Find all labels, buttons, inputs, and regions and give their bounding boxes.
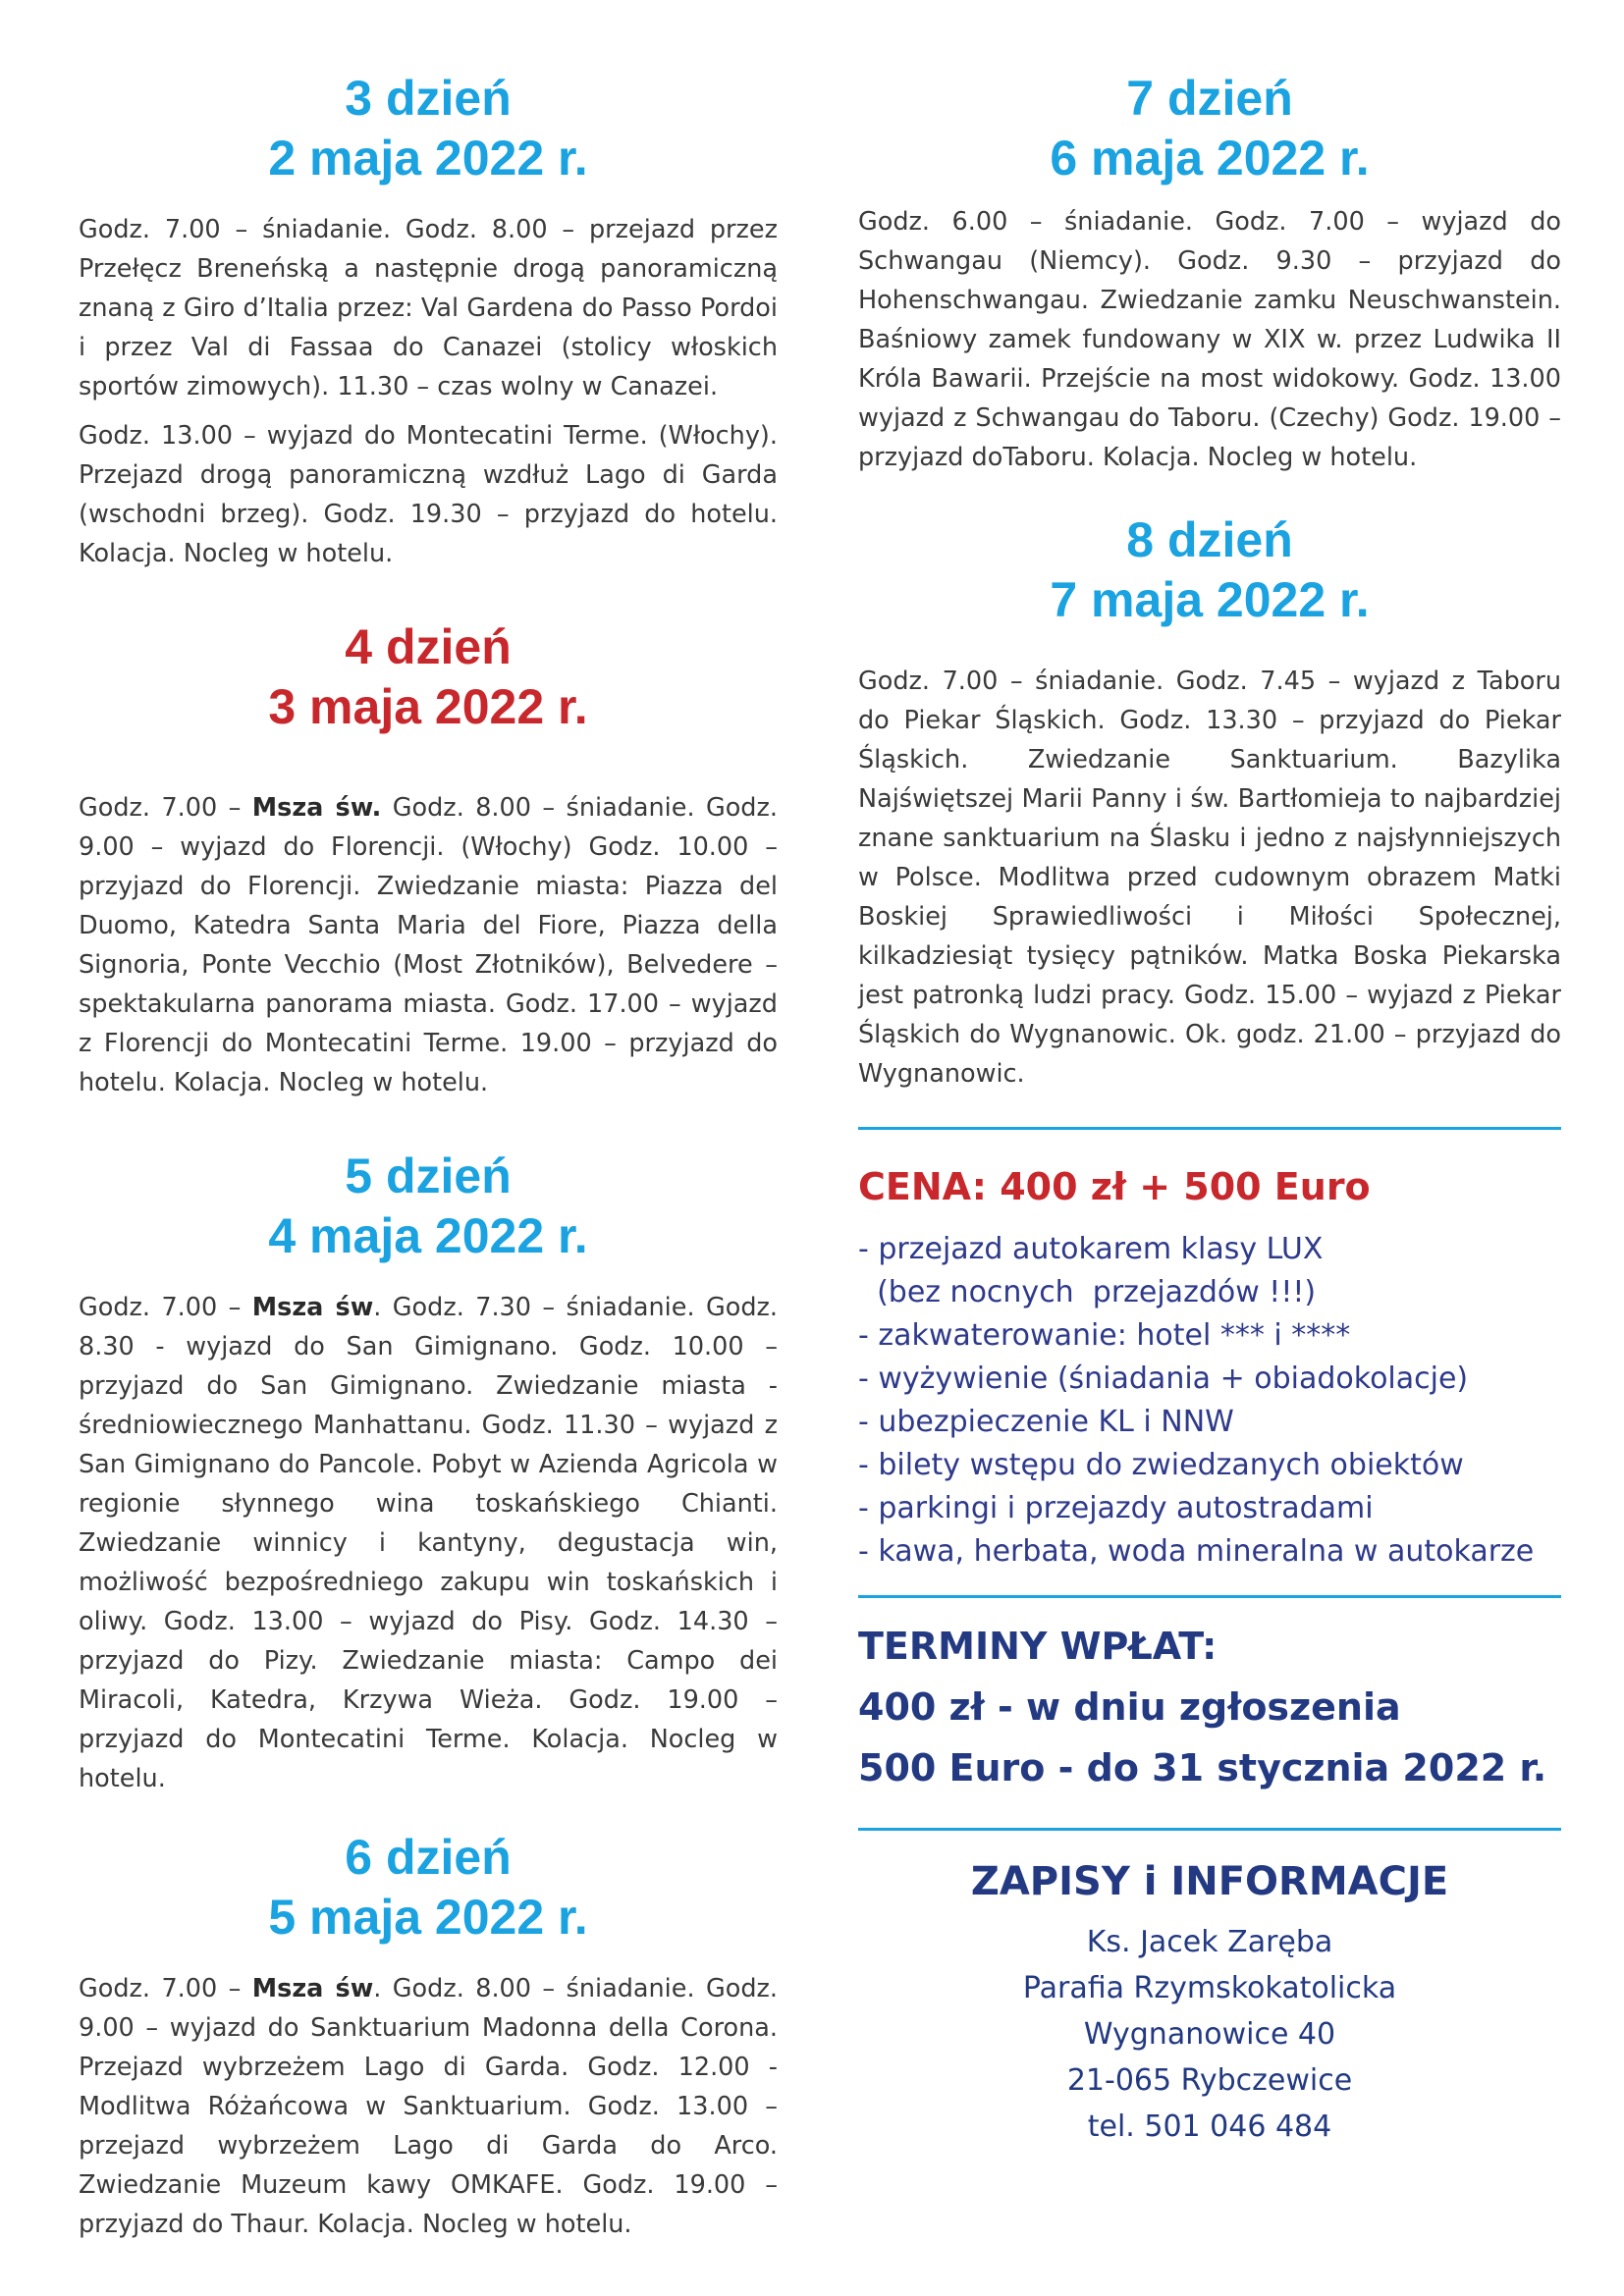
include-item: - parkingi i przejazdy autostradami: [858, 1491, 1374, 1525]
day-6-paragraph: [79, 1969, 778, 2244]
include-item: - zakwaterowanie: hotel *** i ****: [858, 1318, 1351, 1353]
day-6-section: [79, 1828, 778, 2244]
payment-terms: [858, 1616, 1561, 1798]
day-6-title: 6 dzień: [345, 1830, 512, 1885]
day-3-section: [79, 69, 778, 573]
right-column: [858, 69, 1561, 2150]
divider-3: [858, 1828, 1561, 1831]
contact-phone: tel. 501 046 484: [1087, 2109, 1332, 2144]
day-3-date: 2 maja 2022 r.: [268, 131, 588, 186]
day-8-title: 8 dzień: [1126, 512, 1293, 567]
price-includes-list: [858, 1228, 1561, 1574]
day-4-text-a: Godz. 7.00 –: [79, 793, 252, 823]
day-4-title: 4 dzień: [345, 619, 512, 674]
contact-parish: Parafia Rzymskokatolicka: [1022, 1971, 1397, 2005]
day-5-paragraph: [79, 1288, 778, 1798]
day-7-date: 6 maja 2022 r.: [1050, 131, 1370, 186]
contact-name: Ks. Jacek Zaręba: [1086, 1925, 1333, 1959]
day-5-title: 5 dzień: [345, 1148, 512, 1203]
day-5-text-b: . Godz. 7.30 – śniadanie. Godz. 8.30 - wyjazd do San Gimignano. Godz. 10.00 – przyjazd do San Gimignano. Zwiedzanie miasta - średniowiecznego Manhattanu. Godz. 11.30 – wyjazd z San Gimignano do Pancole. Pobyt w Azienda Agricola w regionie słynnego wina toskańskiego Chianti. Zwiedzanie winnicy i kantyny, degustacja win, możliwość bezpośredniego zakupu win toskańskich i oliwy. Godz. 13.00 – wyjazd do Pisy. Godz. 14.30 – przyjazd do Pizy. Zwiedzanie miasta: Campo dei Miracoli, Katedra, Krzywa Wieża. Godz. 19.00 – przyjazd do Montecatini Terme. Kolacja. Nocleg w hotelu.: [79, 1293, 778, 1793]
day-5-text-a: Godz. 7.00 –: [79, 1293, 252, 1322]
day-6-text-b: . Godz. 8.00 – śniadanie. Godz. 9.00 – wyjazd do Sanktuarium Madonna della Corona. Przejazd wybrzeżem Lago di Garda. Godz. 12.00 - Modlitwa Różańcowa w Sanktuarium. Godz. 13.00 – przejazd wybrzeżem Lago di Garda do Arco. Zwiedzanie Muzeum kawy OMKAFE. Godz. 19.00 – przyjazd do Thaur. Kolacja. Nocleg w hotelu.: [79, 1974, 778, 2239]
day-4-text-b: Godz. 8.00 – śniadanie. Godz. 9.00 – wyjazd do Florencji. (Włochy) Godz. 10.00 – przyjazd do Florencji. Zwiedzanie miasta: Piazza del Duomo, Katedra Santa Maria del Fiore, Piazza della Signoria, Ponte Vecchio (Most Złotników), Belvedere – spektakularna panorama miasta. Godz. 17.00 – wyjazd z Florencji do Montecatini Terme. 19.00 – przyjazd do hotelu. Kolacja. Nocleg w hotelu.: [79, 793, 778, 1097]
day-7-section: [858, 69, 1561, 477]
contact-block: [858, 1856, 1561, 2150]
day-5-section: [79, 1147, 778, 1798]
payment-term-1: 400 zł - w dniu zgłoszenia: [858, 1685, 1401, 1729]
payment-term-2: 500 Euro - do 31 stycznia 2022 r.: [858, 1746, 1547, 1789]
contact-postcode: 21-065 Rybczewice: [1066, 2063, 1353, 2098]
left-column: [79, 69, 778, 2244]
contact-title: ZAPISY i INFORMACJE: [970, 1859, 1449, 1904]
day-8-section: [858, 510, 1561, 1094]
day-4-mass-label: Msza św.: [251, 793, 382, 823]
day-8-date: 7 maja 2022 r.: [1050, 572, 1370, 627]
day-3-paragraph-1: Godz. 7.00 – śniadanie. Godz. 8.00 – przejazd przez Przełęcz Breneńską a następnie drogą panoramiczną znaną z Giro d’Italia przez: Val Gardena do Passo Pordoi i przez Val di Fassaa do Canazei (stolicy włoskich sportów zimowych). 11.30 – czas wolny w Canazei.: [79, 215, 778, 401]
day-6-date: 5 maja 2022 r.: [268, 1890, 588, 1945]
contact-address: Wygnanowice 40: [1083, 2017, 1336, 2052]
include-item: - wyżywienie (śniadania + obiadokolacje): [858, 1362, 1469, 1396]
payment-terms-title: TERMINY WPŁAT:: [858, 1625, 1218, 1668]
day-6-text-a: Godz. 7.00 –: [79, 1974, 252, 2003]
divider-1: [858, 1127, 1561, 1130]
day-7-paragraph: Godz. 6.00 – śniadanie. Godz. 7.00 – wyjazd do Schwangau (Niemcy). Godz. 9.30 – przyjazd do Hohenschwangau. Zwiedzanie zamku Neuschwanstein. Baśniowy zamek fundowany w XIX w. przez Ludwika II Króla Bawarii. Przejście na most widokowy. Godz. 13.00 wyjazd z Schwangau do Taboru. (Czechy) Godz. 19.00 – przyjazd doTaboru. Kolacja. Nocleg w hotelu.: [858, 207, 1561, 472]
divider-2: [858, 1595, 1561, 1598]
include-item: - przejazd autokarem klasy LUX: [858, 1232, 1324, 1266]
day-3-paragraph-2: Godz. 13.00 – wyjazd do Montecatini Terme. (Włochy). Przejazd drogą panoramiczną wzdłuż Lago di Garda (wschodni brzeg). Godz. 19.30 – przyjazd do hotelu. Kolacja. Nocleg w hotelu.: [79, 421, 778, 568]
price-heading: CENA: 400 zł + 500 Euro: [858, 1165, 1371, 1208]
include-item: - kawa, herbata, woda mineralna w autokarze: [858, 1534, 1535, 1569]
day-7-title: 7 dzień: [1126, 71, 1293, 126]
day-8-paragraph: Godz. 7.00 – śniadanie. Godz. 7.45 – wyjazd z Taboru do Piekar Śląskich. Godz. 13.30 – przyjazd do Piekar Śląskich. Zwiedzanie Sanktuarium. Bazylika Najświętszej Marii Panny i św. Bartłomieja to najbardziej znane sanktuarium na Ślasku i jedno z najsłynniejszych w Polsce. Modlitwa przed cudownym obrazem Matki Boskiej Sprawiedliwości i Miłości Społecznej, kilkadziesiąt tysięcy pątników. Matka Boska Piekarska jest patronką ludzi pracy. Godz. 15.00 – wyjazd z Piekar Śląskich do Wygnanowic. Ok. godz. 21.00 – przyjazd do Wygnanowic.: [858, 667, 1561, 1089]
day-3-title: 3 dzień: [345, 71, 512, 126]
include-item: - ubezpieczenie KL i NNW: [858, 1405, 1234, 1439]
day-5-mass-label: Msza św: [251, 1293, 374, 1322]
day-5-date: 4 maja 2022 r.: [268, 1208, 588, 1263]
day-6-mass-label: Msza św: [251, 1974, 374, 2003]
day-4-paragraph: [79, 788, 778, 1102]
include-item: (bez nocnych przejazdów !!!): [858, 1275, 1317, 1309]
day-4-section: [79, 617, 778, 1102]
include-item: - bilety wstępu do zwiedzanych obiektów: [858, 1448, 1464, 1482]
day-4-date: 3 maja 2022 r.: [268, 679, 588, 734]
